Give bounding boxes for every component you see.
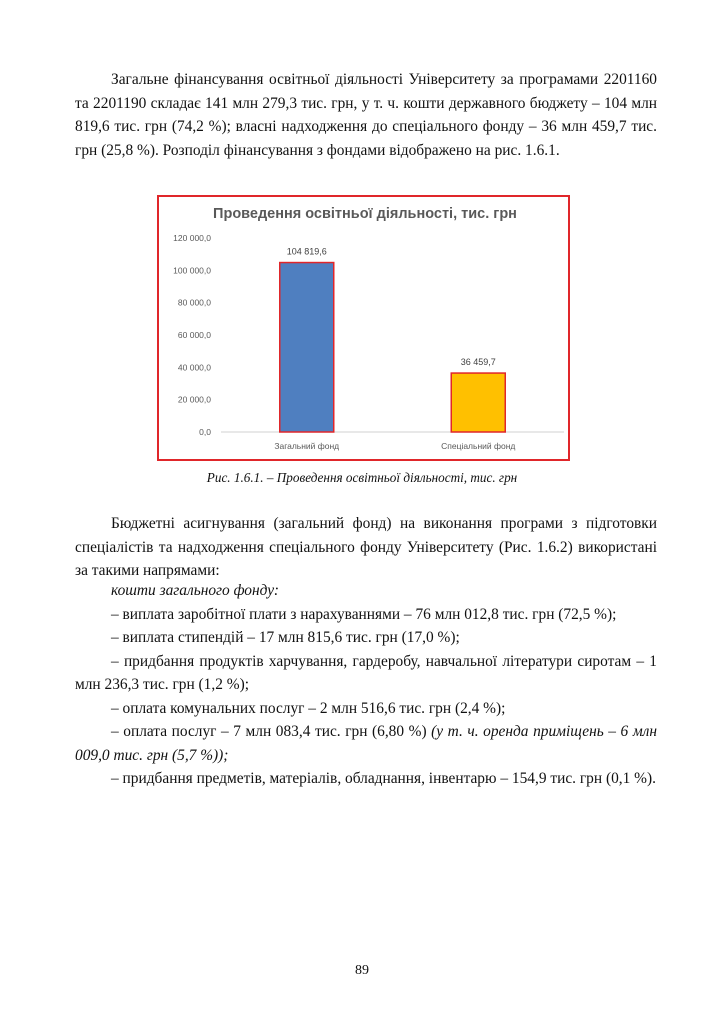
list-item-orphans: – придбання продуктів харчування, гардеробу, навчальної літератури сиротам – 1 млн 236,3 тис. грн (1,2 %);: [75, 652, 657, 693]
bar: [451, 373, 505, 432]
x-axis-labels: [274, 441, 515, 451]
intro-paragraph: Загальне фінансування освітньої діяльності Університету за програмами 2201160 та 2201190 складає 141 млн 279,3 тис. грн, у т. ч. кошти державного бюджету – 104 млн 819,6 тис. грн (74,2 %); власні надходження до спеціального фонду – 36 млн 459,7 тис. грн (25,8 %). Розподіл фінансування з фондами відображено на рис. 1.6.1.: [75, 71, 657, 159]
y-tick-label: 120 000,0: [173, 233, 211, 243]
list-item-salary: – виплата заробітної плати з нарахуваннями – 76 млн 012,8 тис. грн (72,5 %);: [111, 605, 617, 623]
y-tick-label: 20 000,0: [177, 394, 211, 405]
list-item-services: [75, 720, 657, 767]
bar-value-label: 104 819,6: [286, 246, 327, 257]
y-tick-label: 60 000,0: [177, 330, 211, 340]
budget-paragraph: Бюджетні асигнування (загальний фонд) на виконання програми з підготовки спеціалістів та надходження спеціального фонду Університету (Рис. 1.6.2) використані за такими напрямами:: [75, 515, 657, 579]
bars-group: [280, 247, 506, 432]
y-tick-label: 0,0: [199, 427, 211, 437]
y-tick-label: 100 000,0: [173, 265, 211, 276]
expense-list: [75, 579, 657, 791]
bar: [280, 263, 334, 432]
chart-title: Проведення освітньої діяльності, тис. грн: [213, 206, 517, 222]
figure-caption: Рис. 1.6.1. – Проведення освітньої діяльності, тис. грн: [206, 470, 518, 485]
bar-chart: [159, 197, 568, 459]
y-tick-label: 80 000,0: [177, 297, 211, 308]
list-item-utilities: – оплата комунальних послуг – 2 млн 516,6 тис. грн (2,4 %);: [111, 699, 506, 717]
list-item-equipment: – придбання предметів, матеріалів, обладнання, інвентарю – 154,9 тис. грн (0,1 %).: [111, 770, 656, 787]
x-tick-label: Загальний фонд: [274, 441, 340, 451]
y-axis-ticks: [173, 233, 211, 437]
x-tick-label: Спеціальний фонд: [441, 441, 516, 451]
list-item-stipends: – виплата стипендій – 17 млн 815,6 тис. грн (17,0 %);: [111, 629, 460, 646]
list-heading: кошти загального фонду:: [111, 582, 279, 599]
chart-frame: [157, 195, 570, 461]
page-number: 89: [355, 963, 369, 978]
services-rent-text: (у т. ч. оренда приміщень – 6 млн 009,0 тис. грн (5,7 %));: [75, 723, 657, 764]
y-tick-label: 40 000,0: [177, 362, 211, 373]
services-main-text: – оплата послуг – 7 млн 083,4 тис. грн (6,80 %): [111, 723, 432, 740]
bar-value-label: 36 459,7: [460, 357, 496, 368]
